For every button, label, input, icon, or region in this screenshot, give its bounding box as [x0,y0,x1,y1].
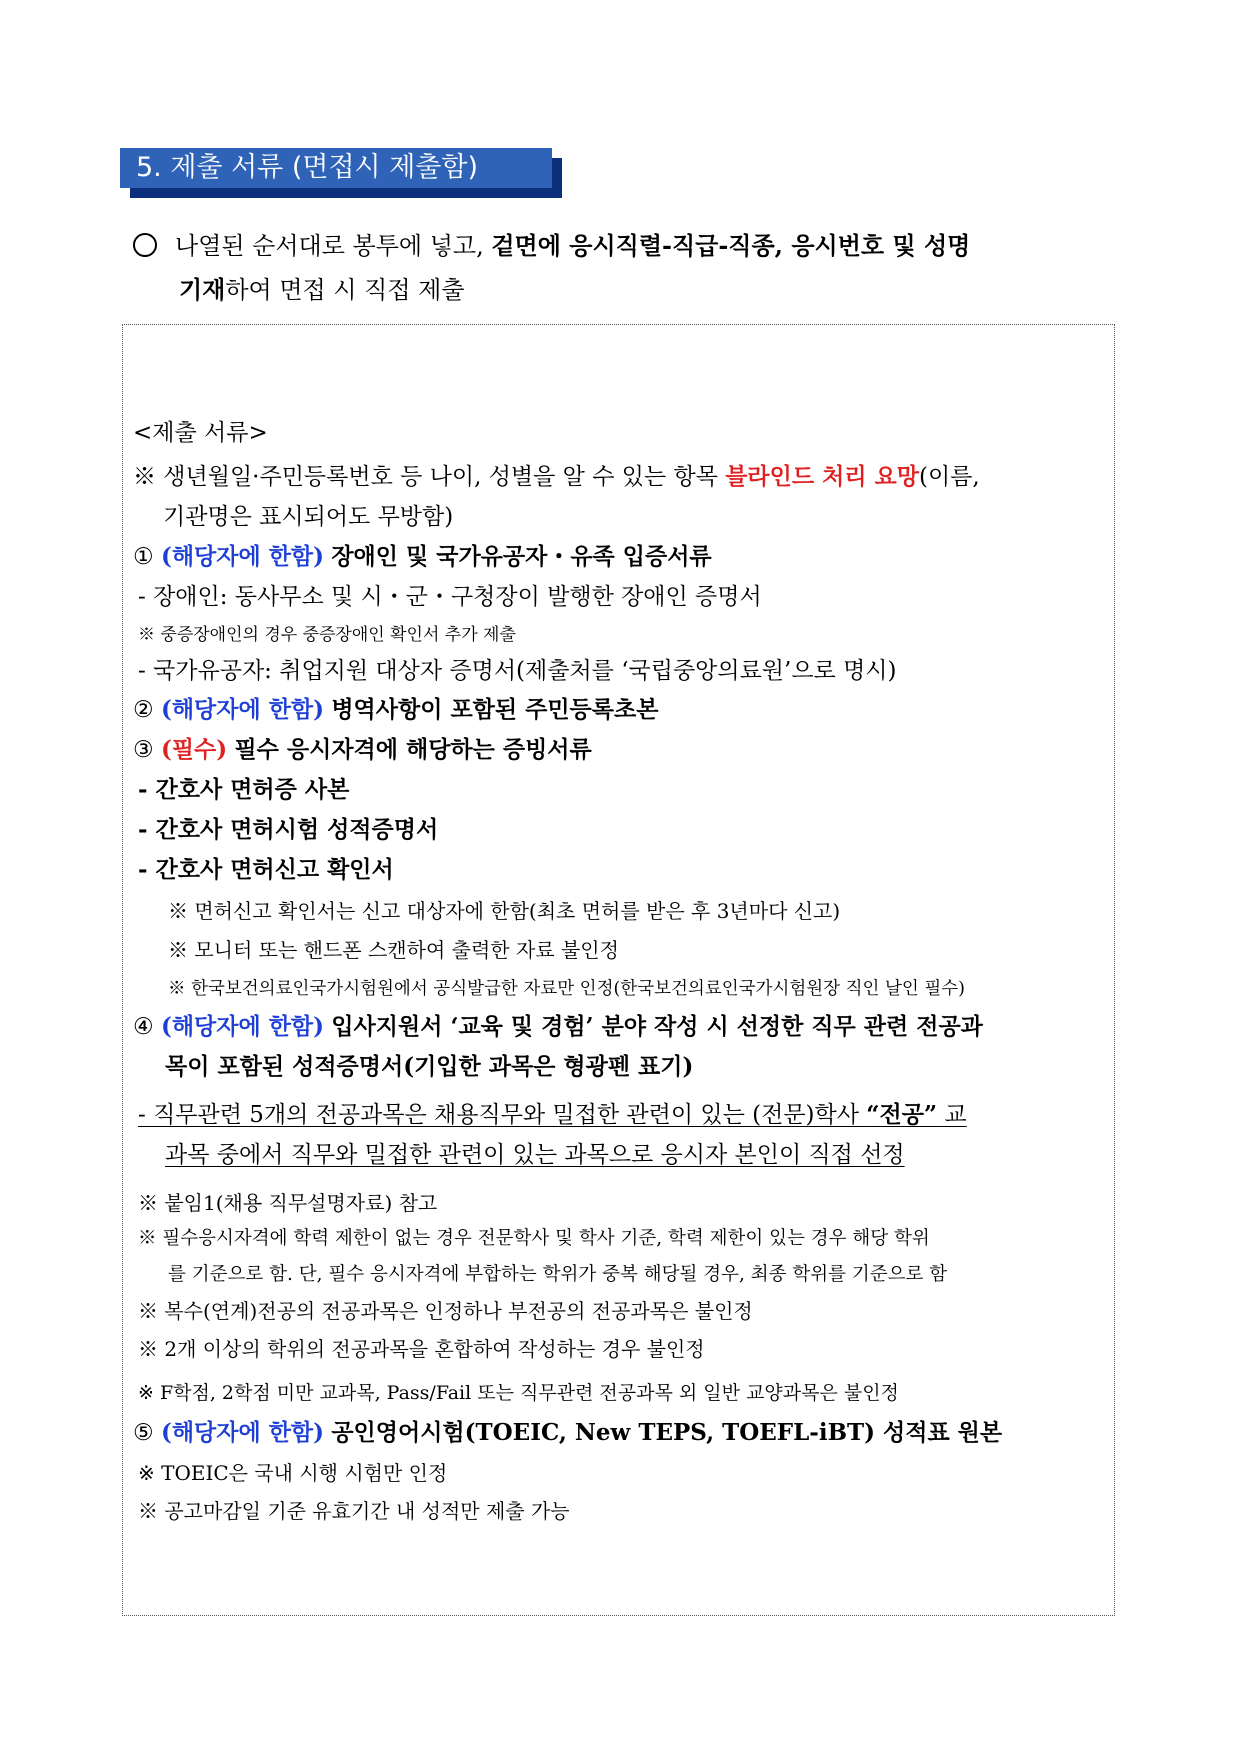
item-4: ④ (해당자에 한함) 입사지원서 ‘교육 및 경험’ 분야 작성 시 선정한 직무 관련 전공과 [133,1013,983,1040]
intro-paragraph [133,224,1118,312]
section-heading [120,148,552,188]
item-4-note-1: ※ 붙임1(채용 직무설명자료) 참고 [138,1191,438,1215]
item-1-detail-2: - 국가유공자: 취업지원 대상자 증명서(제출처를 ‘국립중앙의료원’으로 명시) [138,658,897,684]
item-1-detail-1: - 장애인: 동사무소 및 시・군・구청장이 발행한 장애인 증명서 [138,584,762,610]
item-4-note-3: ※ 복수(연계)전공의 전공과목은 인정하나 부전공의 전공과목은 불인정 [138,1299,753,1323]
item-3-detail-1: - 간호사 면허증 사본 [138,776,350,803]
blind-note: ※ 생년월일·주민등록번호 등 나이, 성별을 알 수 있는 항목 블라인드 처리 요망(이름, [133,463,980,490]
item-1-note-1: ※ 중증장애인의 경우 중증장애인 확인서 추가 제출 [138,625,516,645]
item-3-note-2: ※ 모니터 또는 핸드폰 스캔하여 출력한 자료 불인정 [168,938,619,962]
item-5: ⑤ (해당자에 한함) 공인영어시험(TOEIC, New TEPS, TOEFL-iBT) 성적표 원본 [133,1419,1003,1446]
blind-note-cont: 기관명은 표시되어도 무방함) [163,504,454,530]
item-1: ① (해당자에 한함) 장애인 및 국가유공자・유족 입증서류 [133,543,712,570]
item-4-detail-1: - 직무관련 5개의 전공과목은 채용직무와 밀접한 관련이 있는 (전문)학사 “전공” 교 [138,1101,967,1128]
item-5-note-2: ※ 공고마감일 기준 유효기간 내 성적만 제출 가능 [138,1499,570,1523]
item-4-note-2: ※ 필수응시자격에 학력 제한이 없는 경우 전문학사 및 학사 기준, 학력 제한이 있는 경우 해당 학위 [138,1228,930,1249]
item-3-note-3: ※ 한국보건의료인국가시험원에서 공식발급한 자료만 인정(한국보건의료인국가시험원장 직인 날인 필수) [168,979,966,999]
item-4-note-4: ※ 2개 이상의 학위의 전공과목을 혼합하여 작성하는 경우 불인정 [138,1337,705,1361]
item-4-detail-1-cont: 과목 중에서 직무와 밀접한 관련이 있는 과목으로 응시자 본인이 직접 선정 [165,1142,905,1168]
item-5-note-1: ※ TOEIC은 국내 시행 시험만 인정 [138,1461,448,1485]
item-3-detail-3: - 간호사 면허신고 확인서 [138,856,394,883]
intro-line-1: 나열된 순서대로 봉투에 넣고, 겉면에 응시직렬-직급-직종, 응시번호 및 성명 [133,224,1118,268]
item-2: ② (해당자에 한함) 병역사항이 포함된 주민등록초본 [133,696,659,723]
item-4-note-5: ※ F학점, 2학점 미만 교과목, Pass/Fail 또는 직무관련 전공과목 외 일반 교양과목은 불인정 [138,1382,899,1404]
circle-bullet-icon [133,233,157,257]
box-title: <제출 서류> [133,420,268,446]
item-4-note-2-cont: 를 기준으로 함. 단, 필수 응시자격에 부합하는 학위가 중복 해당될 경우, 최종 학위를 기준으로 함 [168,1264,948,1285]
item-4-cont: 목이 포함된 성적증명서(기입한 과목은 형광펜 표기) [165,1053,694,1080]
heading-label: 5. 제출 서류 (면접시 제출함) [120,148,552,188]
item-3: ③ (필수) 필수 응시자격에 해당하는 증빙서류 [133,736,592,763]
intro-line-2: 기재하여 면접 시 직접 제출 [179,275,465,304]
item-3-note-1: ※ 면허신고 확인서는 신고 대상자에 한함(최초 면허를 받은 후 3년마다 신고) [168,899,841,923]
item-3-detail-2: - 간호사 면허시험 성적증명서 [138,816,439,843]
